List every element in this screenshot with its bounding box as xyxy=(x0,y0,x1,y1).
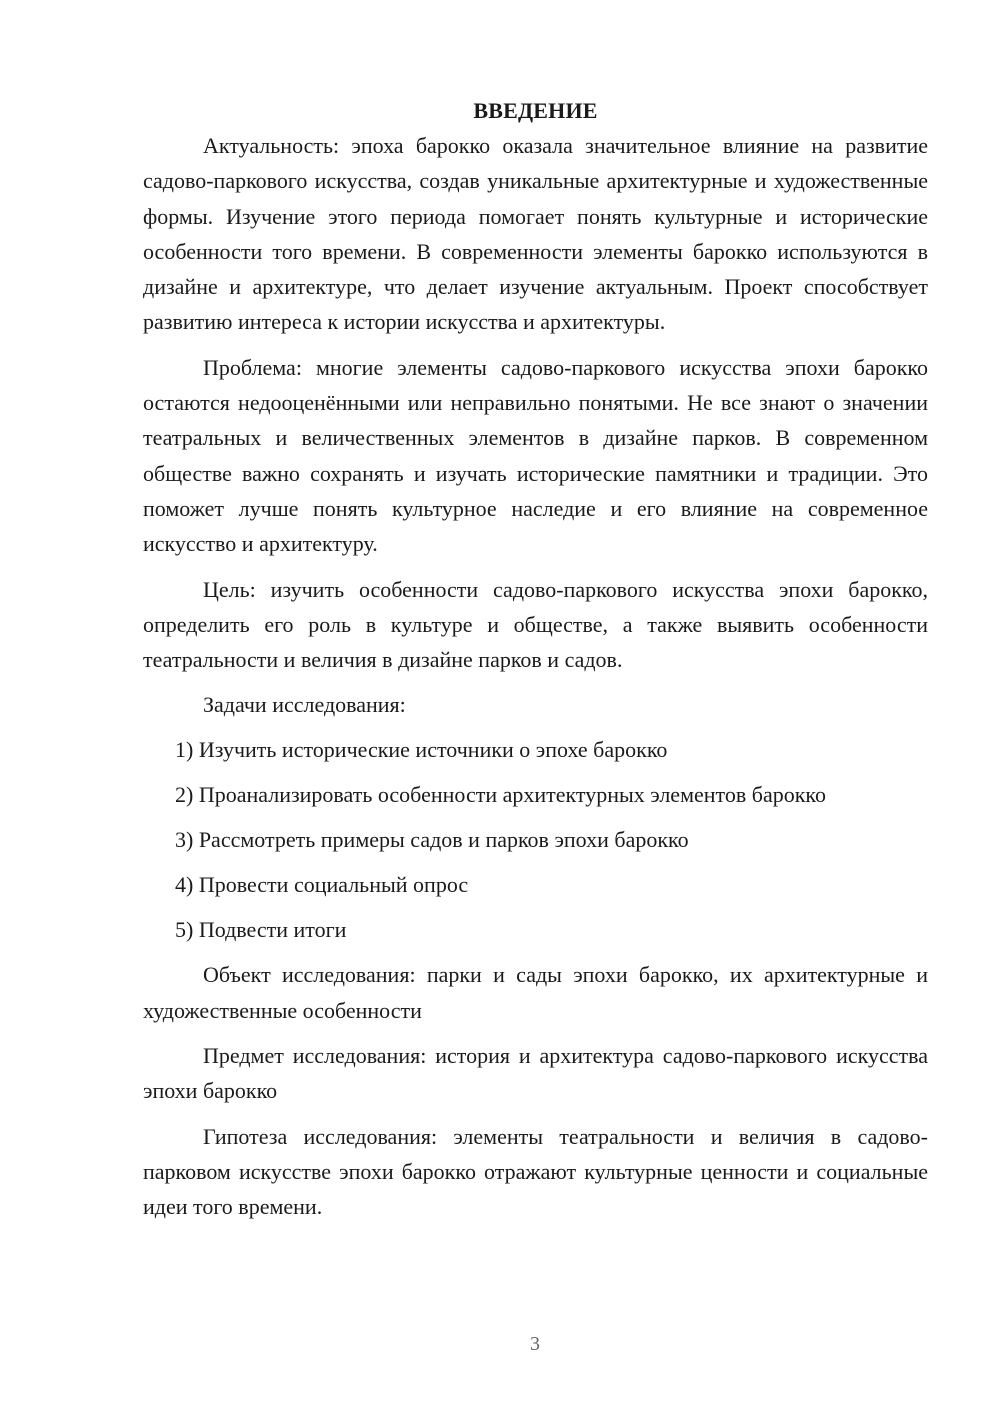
page-title: ВВЕДЕНИЕ xyxy=(473,98,598,123)
paragraph-problem: Проблема: многие элементы садово-паркового искусства эпохи барокко остаются недооценёнными или неправильно понятыми. Не все знают о значении театральных и величественных элементов в дизайне парков. В современном обществе важно сохранять и изучать исторические памятники и традиции. Это поможет лучше понять культурное наследие и его влияние на современное искусство и архитектуру. xyxy=(143,354,928,557)
task-item-5: 5) Подвести итоги xyxy=(175,917,347,943)
paragraph-goal: Цель: изучить особенности садово-паркового искусства эпохи барокко, определить его роль в культуре и обществе, а также выявить особенности театральности и величия в дизайне парков и садов. xyxy=(143,576,928,673)
task-item-1: 1) Изучить исторические источники о эпохе барокко xyxy=(175,737,668,763)
page-number: 3 xyxy=(530,1333,540,1355)
document-page xyxy=(143,93,928,1235)
tasks-heading: Задачи исследования: xyxy=(203,692,406,718)
paragraph-relevance: Актуальность: эпоха барокко оказала значительное влияние на развитие садово-паркового искусства, создав уникальные архитектурные и художественные формы. Изучение этого периода помогает понять культурные и исторические особенности того времени. В современности элементы барокко используются в дизайне и архитектуре, что делает изучение актуальным. Проект способствует развитию интереса к истории искусства и архитектуры. xyxy=(143,133,928,335)
task-item-3: 3) Рассмотреть примеры садов и парков эпохи барокко xyxy=(175,827,689,853)
task-item-2: 2) Проанализировать особенности архитектурных элементов барокко xyxy=(175,782,826,808)
task-item-4: 4) Провести социальный опрос xyxy=(175,872,469,898)
paragraph-subject: Предмет исследования: история и архитектура садово-паркового искусства эпохи барокко xyxy=(143,1043,928,1104)
paragraph-hypothesis: Гипотеза исследования: элементы театральности и величия в садово-парковом искусстве эпохи барокко отражают культурные ценности и социальные идеи того времени. xyxy=(143,1123,928,1220)
paragraph-object: Объект исследования: парки и сады эпохи барокко, их архитектурные и художественные особенности xyxy=(143,962,928,1023)
